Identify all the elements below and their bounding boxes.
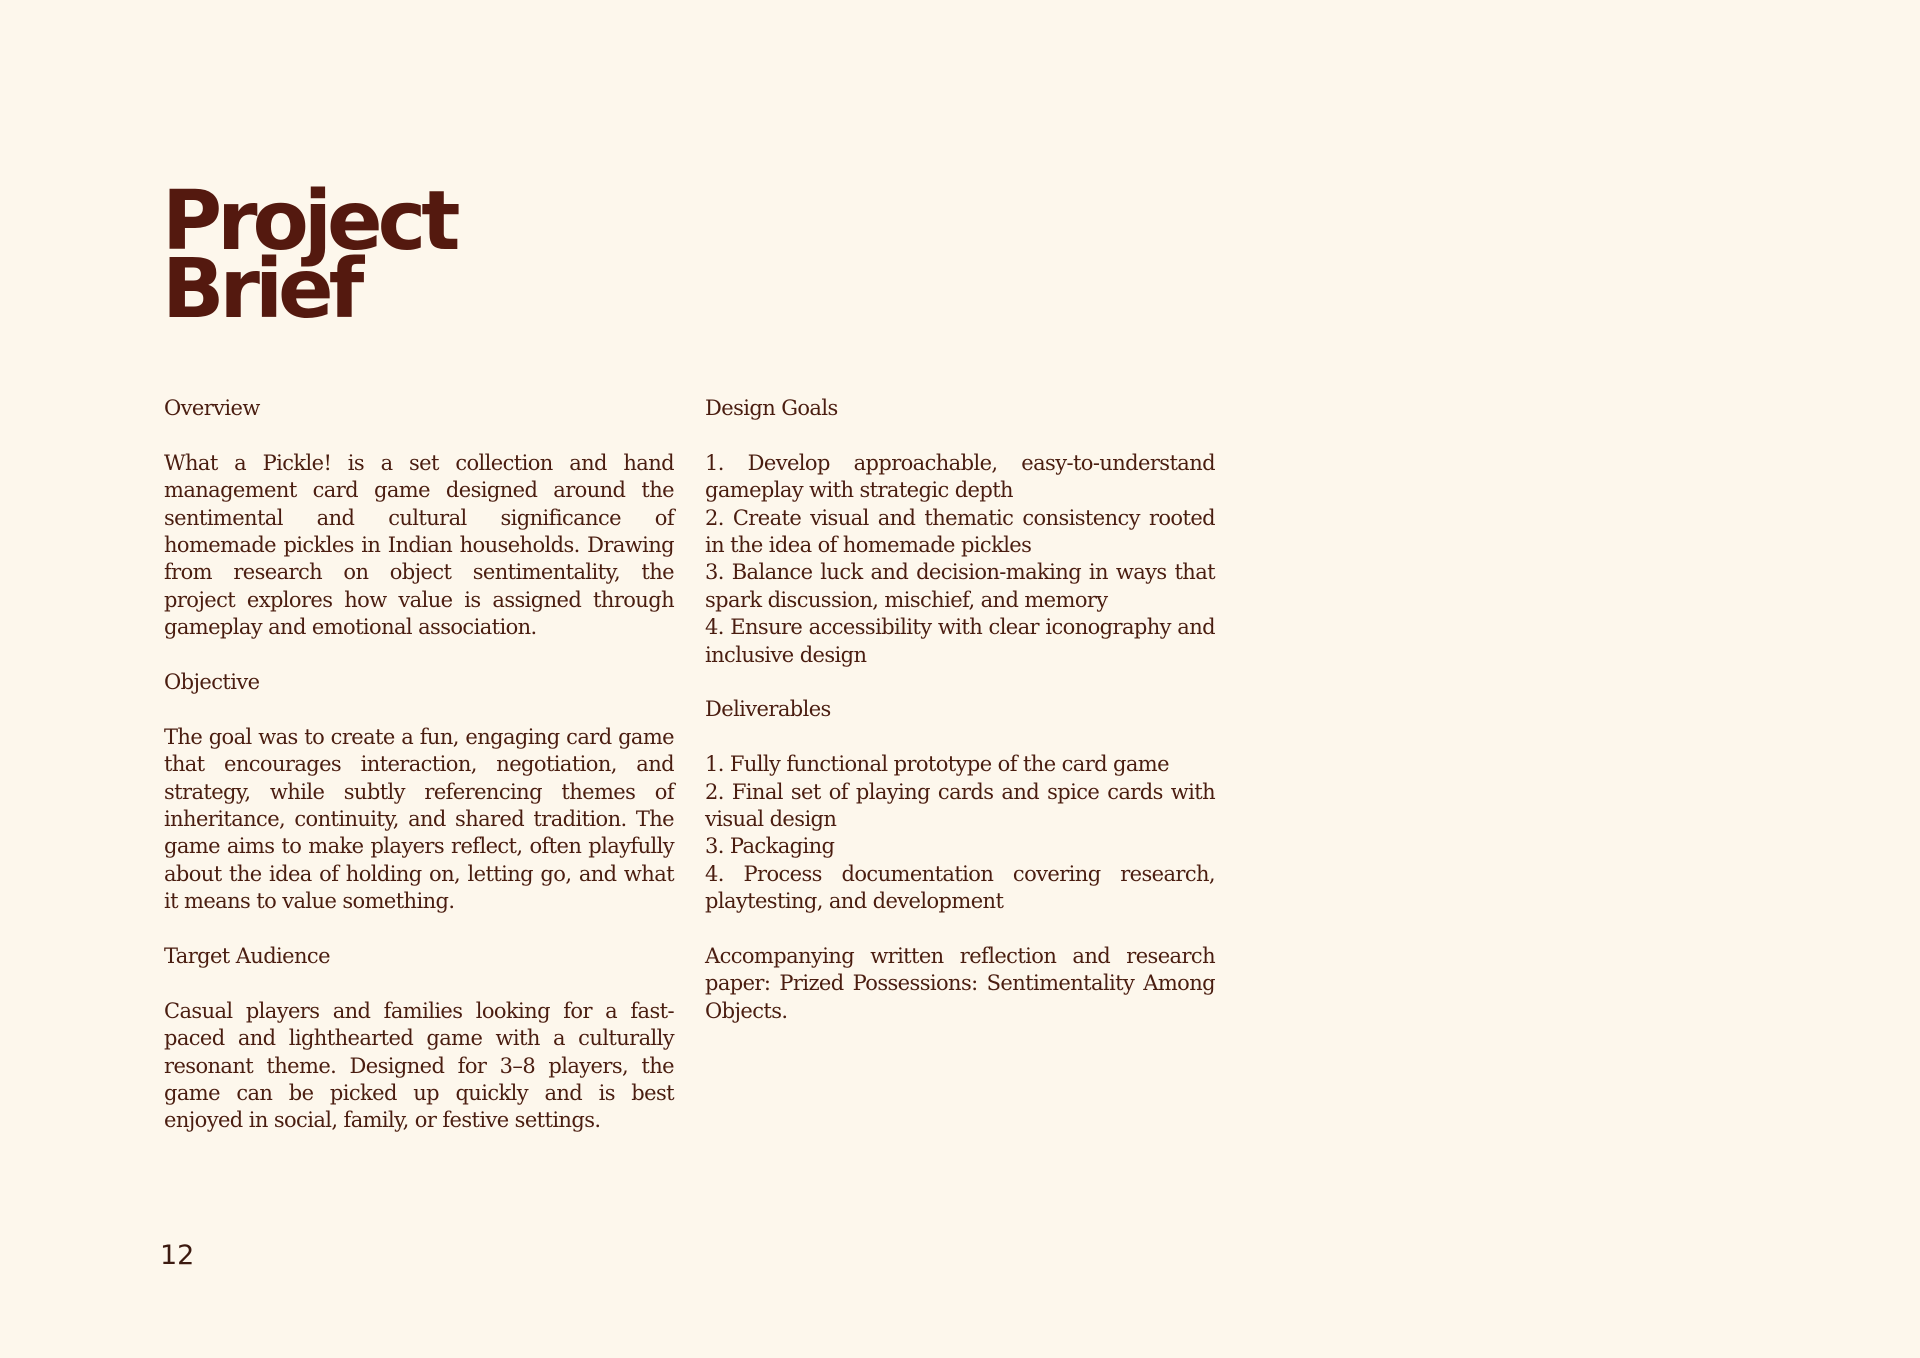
objective-section xyxy=(164,669,674,916)
deliverable-item: 1. Fully functional prototype of the card game xyxy=(705,752,1169,777)
target-audience-text: Casual players and families looking for a fast-paced and lighthearted game with a culturally resonant theme. Designed for 3–8 players, the game can be picked up quickly and is best enjoyed in social, family, or festive settings. xyxy=(164,998,674,1133)
deliverables-heading: Deliverables xyxy=(705,697,831,722)
deliverable-item: 3. Packaging xyxy=(705,834,835,859)
target-audience-section xyxy=(164,943,674,1135)
deliverable-item: 2. Final set of playing cards and spice cards with visual design xyxy=(705,779,1215,832)
overview-section xyxy=(164,395,674,642)
objective-text: The goal was to create a fun, engaging card game that encourages interaction, negotiation, and strategy, while subtly referencing themes of inheritance, continuity, and shared tradition. The game aims to make players reflect, often playfully about the idea of holding on, letting go, and what it means to value something. xyxy=(164,724,674,914)
right-column xyxy=(705,395,1215,1053)
page-title xyxy=(162,174,456,337)
overview-heading: Overview xyxy=(164,396,260,420)
reflection-text: Accompanying written reflection and research paper: Prized Possessions: Sentimentality Among Objects. xyxy=(705,944,1215,1023)
design-goal-item: 4. Ensure accessibility with clear iconography and inclusive design xyxy=(705,615,1215,667)
design-goal-item: 1. Develop approachable, easy-to-understand gameplay with strategic depth xyxy=(705,450,1215,503)
design-goals-list xyxy=(705,450,1215,669)
page-number: 12 xyxy=(160,1240,195,1271)
design-goals-heading: Design Goals xyxy=(705,396,838,420)
deliverables-list xyxy=(705,751,1215,915)
deliverable-item: 4. Process documentation covering research, playtesting, and development xyxy=(705,861,1215,914)
left-column xyxy=(164,395,674,1162)
page-title-line-1: Project xyxy=(162,174,456,269)
overview-text: What a Pickle! is a set collection and hand management card game designed around the sentimental and cultural significance of homemade pickles in Indian households. Drawing from research on object sentimentality, the project explores how value is assigned through gameplay and emotional association. xyxy=(164,450,674,640)
design-goal-item: 3. Balance luck and decision-making in ways that spark discussion, mischief, and memory xyxy=(705,560,1215,612)
objective-heading: Objective xyxy=(164,670,260,695)
design-goals-section xyxy=(705,395,1215,669)
target-audience-heading: Target Audience xyxy=(164,944,330,969)
design-goal-item: 2. Create visual and thematic consistency rooted in the idea of homemade pickles xyxy=(705,505,1215,558)
page-title-line-2: Brief xyxy=(162,242,360,337)
deliverables-section xyxy=(705,696,1215,915)
